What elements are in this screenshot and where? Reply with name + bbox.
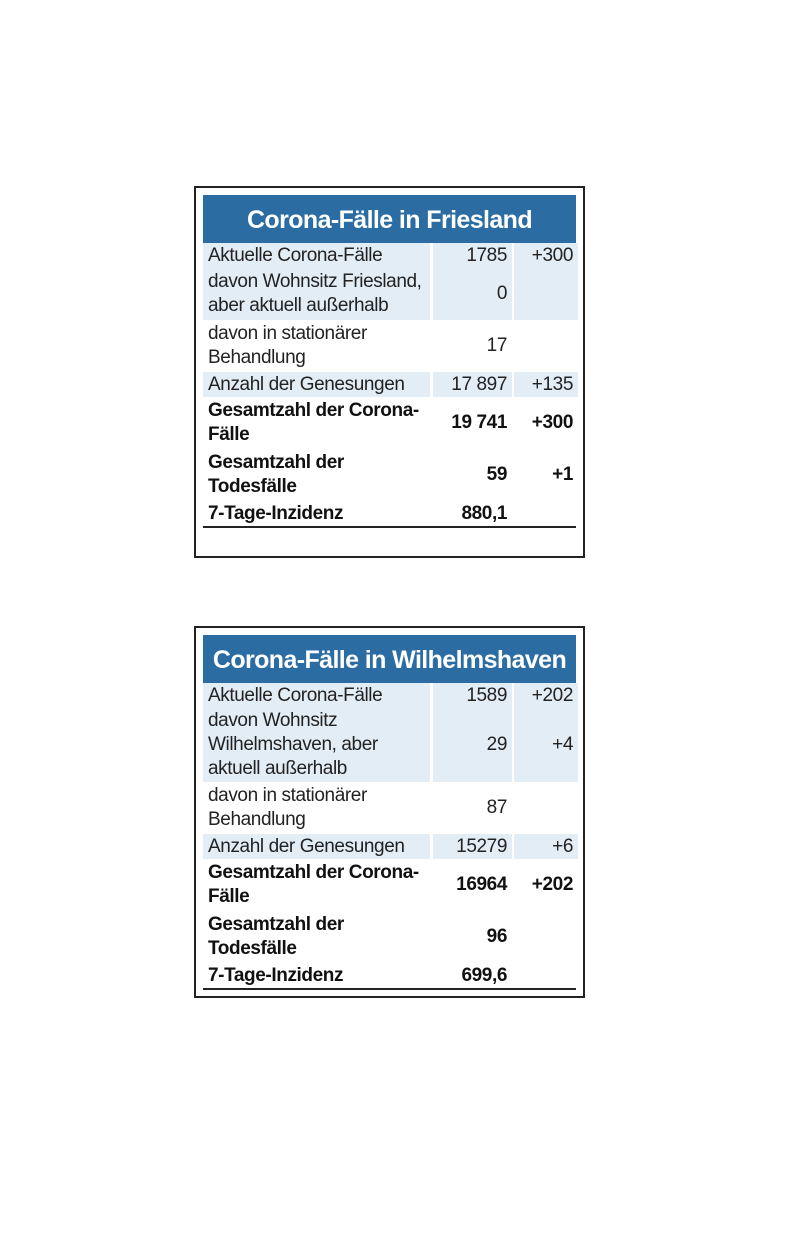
- row-label: Gesamtzahl der Corona-Fälle: [208, 862, 419, 907]
- row-label: Aktuelle Corona-Fälle: [203, 243, 430, 268]
- row-change: [514, 911, 578, 963]
- row-value: 29: [433, 708, 512, 782]
- row-value: 19 741: [451, 412, 507, 433]
- row-label: Anzahl der Genesungen: [203, 372, 430, 397]
- row-value: 17: [486, 335, 507, 356]
- row-value: 59: [486, 464, 507, 485]
- row-label: Gesamtzahl der Todesfälle: [208, 914, 344, 959]
- table-row: [203, 859, 576, 911]
- table-row: [203, 963, 576, 988]
- table-row: [203, 372, 576, 397]
- row-change: [514, 782, 578, 834]
- table-row: [203, 243, 576, 268]
- row-label: davon Wohnsitz Friesland, aber aktuell außerhalb: [203, 268, 430, 320]
- row-value: 96: [486, 926, 507, 947]
- table-row: [203, 708, 576, 782]
- table-row: [203, 834, 576, 859]
- row-change: +300: [514, 243, 578, 268]
- table-row: [203, 268, 576, 320]
- row-label: davon in stationärer Behandlung: [208, 785, 367, 830]
- row-value: 1589: [433, 683, 512, 708]
- row-label: 7-Tage-Inzidenz: [208, 502, 344, 524]
- row-label: Gesamtzahl der Todesfälle: [208, 452, 344, 497]
- row-value: 16964: [456, 874, 507, 895]
- table-row: [203, 397, 576, 449]
- row-value: 880,1: [461, 502, 507, 524]
- table-row: [203, 911, 576, 963]
- table-row: [203, 320, 576, 372]
- row-change: [514, 320, 578, 372]
- table-row: [203, 782, 576, 834]
- table-row: [203, 449, 576, 501]
- row-label: Aktuelle Corona-Fälle: [203, 683, 430, 708]
- row-change: +202: [531, 874, 573, 895]
- row-change: [514, 963, 578, 988]
- row-value: 87: [486, 797, 507, 818]
- row-label: Anzahl der Genesungen: [203, 834, 430, 859]
- table-row: [203, 501, 576, 526]
- row-label: davon Wohnsitz Wilhelmshaven, aber aktuell außerhalb: [203, 708, 430, 782]
- table-row: [203, 683, 576, 708]
- row-value: 699,6: [461, 964, 507, 986]
- row-value: 17 897: [433, 372, 512, 397]
- table-friesland: [194, 186, 585, 558]
- row-change: +6: [514, 834, 578, 859]
- row-value: 15279: [433, 834, 512, 859]
- row-label: 7-Tage-Inzidenz: [208, 964, 344, 986]
- row-value: 1785: [433, 243, 512, 268]
- table-title: Corona-Fälle in Friesland: [203, 195, 576, 243]
- row-label: Gesamtzahl der Corona-Fälle: [208, 400, 419, 445]
- row-change: +1: [552, 464, 573, 485]
- row-label: davon in stationärer Behandlung: [208, 323, 367, 368]
- row-change: +4: [514, 708, 578, 782]
- row-value: 0: [433, 268, 512, 320]
- row-change: +135: [514, 372, 578, 397]
- row-change: +300: [531, 412, 573, 433]
- row-change: +202: [514, 683, 578, 708]
- row-change: [514, 501, 578, 526]
- table-wilhelmshaven: [194, 626, 585, 998]
- table-title: Corona-Fälle in Wilhelmshaven: [203, 635, 576, 683]
- row-change: [514, 268, 578, 320]
